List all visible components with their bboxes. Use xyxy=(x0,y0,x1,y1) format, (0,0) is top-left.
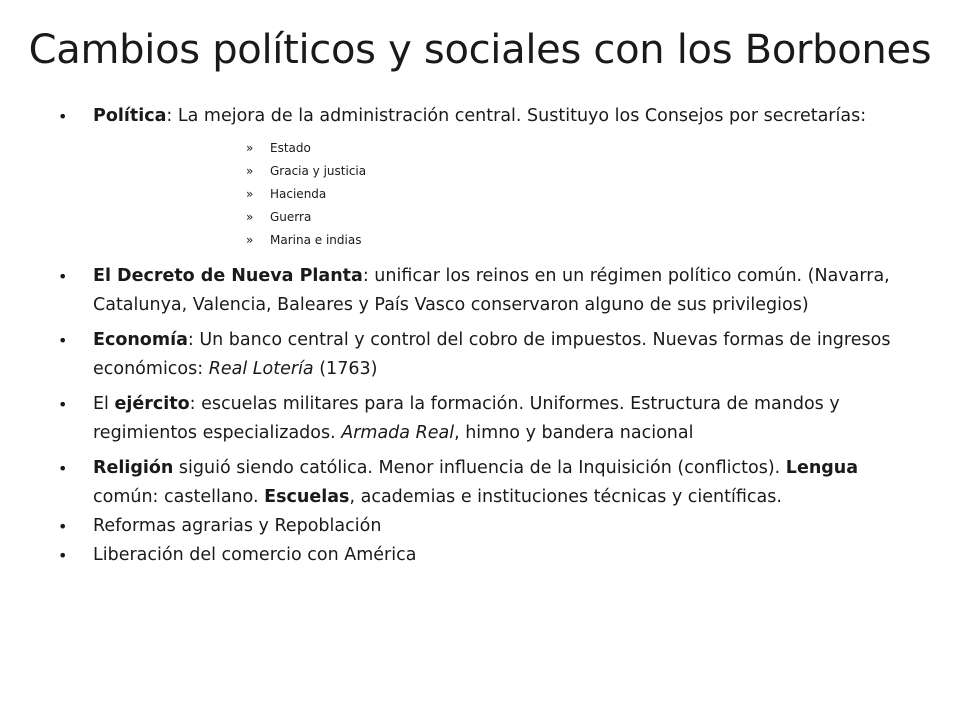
sub-item-label: Gracia y justicia xyxy=(270,164,367,178)
bullet-text: Reformas agrarias y Repoblación xyxy=(93,516,382,536)
sub-bullet-icon: » xyxy=(246,233,254,247)
text-segment: , academias e instituciones técnicas y científicas. xyxy=(349,487,782,507)
text-segment: común: castellano. xyxy=(93,487,265,507)
italic-term: Armada Real xyxy=(341,423,455,443)
text-segment: : La mejora de la administración central. Sustituyo los Consejos por secretarías: xyxy=(166,106,867,126)
bullet-text xyxy=(93,394,840,443)
text-segment: (1763) xyxy=(313,359,378,379)
text-segment: El xyxy=(93,394,115,414)
italic-term: Real Lotería xyxy=(208,359,314,379)
sub-item-label: Estado xyxy=(270,141,311,155)
bold-term: ejército xyxy=(114,394,190,414)
bullet-icon: • xyxy=(58,331,68,350)
slide-title: Cambios políticos y sociales con los Borbones xyxy=(28,27,932,73)
bold-term: Escuelas xyxy=(264,487,350,507)
bold-term: El Decreto de Nueva Planta xyxy=(93,266,363,286)
sub-item xyxy=(58,183,918,206)
bullet-icon: • xyxy=(58,107,68,126)
text-segment: : unificar los reinos en un régimen político común. (Navarra, Catalunya, Valencia, Baleares y País Vasco conservaron alguno de sus privilegios) xyxy=(93,266,890,315)
bullet-item-comercio xyxy=(58,541,918,570)
bold-term: Religión xyxy=(93,458,174,478)
sub-bullet-icon: » xyxy=(246,164,254,178)
text-segment: : Un banco central y control del cobro de impuestos. Nuevas formas de ingresos económicos: xyxy=(93,330,891,379)
bullet-item-religion xyxy=(58,454,918,512)
sub-item xyxy=(58,137,918,160)
bullet-icon: • xyxy=(58,395,68,414)
bullet-text xyxy=(93,266,890,315)
bullet-item-economia xyxy=(58,326,918,384)
sub-bullet-icon: » xyxy=(246,210,254,224)
bullet-item-reformas xyxy=(58,512,918,541)
sub-item xyxy=(58,206,918,229)
bullet-list xyxy=(58,102,918,570)
bullet-item-politica xyxy=(58,102,918,131)
sub-item-label: Marina e indias xyxy=(270,233,362,247)
bullet-text: Liberación del comercio con América xyxy=(93,545,417,565)
bullet-icon: • xyxy=(58,546,68,565)
text-segment: : escuelas militares para la formación. Uniformes. Estructura de mandos y regimientos especializados. xyxy=(93,394,840,443)
sub-item-label: Hacienda xyxy=(270,187,327,201)
bullet-text xyxy=(93,458,858,507)
secretarias-list xyxy=(58,137,918,252)
bullet-icon: • xyxy=(58,517,68,536)
sub-item xyxy=(58,229,918,252)
bullet-icon: • xyxy=(58,267,68,286)
bullet-icon: • xyxy=(58,459,68,478)
sub-item-label: Guerra xyxy=(270,210,312,224)
bullet-text xyxy=(93,106,866,126)
bullet-item-decreto xyxy=(58,262,918,320)
bullet-text xyxy=(93,330,890,379)
text-segment: , himno y bandera nacional xyxy=(454,423,694,443)
text-segment: siguió siendo católica. Menor influencia de la Inquisición (conflictos). xyxy=(173,458,786,478)
sub-bullet-icon: » xyxy=(246,187,254,201)
sub-bullet-icon: » xyxy=(246,141,254,155)
bold-term: Política xyxy=(93,106,167,126)
sub-item xyxy=(58,160,918,183)
bold-term: Economía xyxy=(93,330,188,350)
bold-term: Lengua xyxy=(785,458,859,478)
bullet-item-ejercito xyxy=(58,390,918,448)
